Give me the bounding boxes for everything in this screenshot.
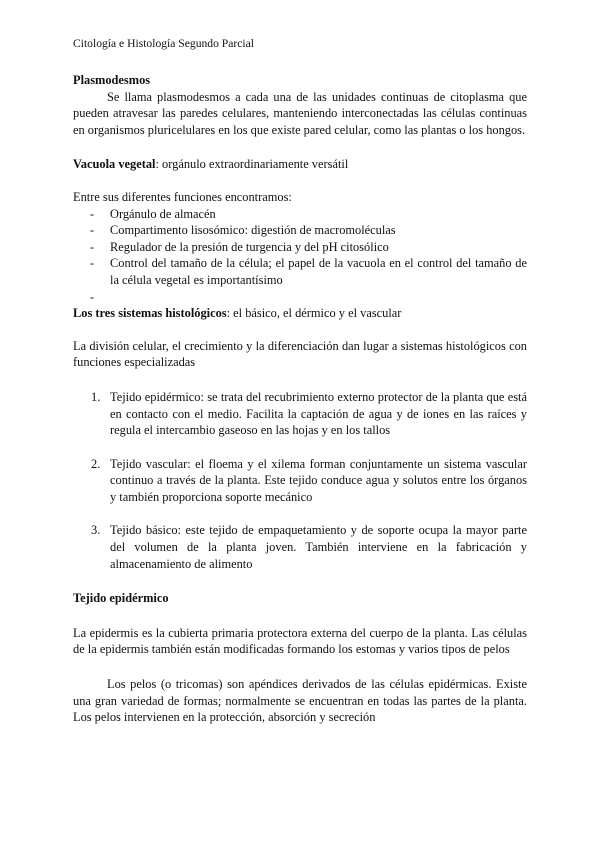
page-header: Citología e Histología Segundo Parcial (73, 37, 254, 50)
document-body (73, 72, 527, 726)
list-item: - Orgánulo de almacén (90, 206, 527, 223)
list-item: - Compartimento lisosómico: digestión de macromoléculas (90, 222, 527, 239)
list-item: - Control del tamaño de la célula; el papel de la vacuola en el control del tamaño de la célula vegetal es importantísimo (90, 255, 527, 288)
section-heading-tejido-epidermico: Tejido epidérmico (73, 591, 169, 606)
paragraph-pelos: Los pelos (o tricomas) son apéndices derivados de las células epidérmicas. Existe una gran variedad de formas; normalmente se encuentran en todas las partes de la planta. Los pelos intervienen en la protección, absorción y secreción (73, 677, 527, 725)
paragraph-plasmodesmos: Se llama plasmodesmos a cada una de las unidades continuas de citoplasma que pueden atravesar las paredes celulares, manteniendo interconectadas las células continuas en organismos pluricelulares en los que existe pared celular, como las plantas o los hongos. (73, 89, 527, 137)
list-item: - Regulador de la presión de turgencia y del pH citosólico (90, 239, 527, 256)
section-heading-sistemas: Los tres sistemas histológicos: el básico, el dérmico y el vascular (73, 306, 402, 321)
vacuola-function-list (73, 206, 527, 306)
sistemas-intro: La división celular, el crecimiento y la diferenciación dan lugar a sistemas histológicos con funciones especializadas (73, 338, 527, 370)
vacuola-intro: Entre sus diferentes funciones encontramos: (73, 189, 292, 204)
list-item: 1. Tejido epidérmico: se trata del recubrimiento externo protector de la planta que está en contacto con el medio. Facilita la captación de agua y de iones en las raíces y regula el intercambio gaseoso en las hojas y en los tallos (91, 389, 527, 438)
section-heading-vacuola: Vacuola vegetal: orgánulo extraordinariamente versátil (73, 157, 349, 172)
list-item: 3. Tejido básico: este tejido de empaquetamiento y de soporte ocupa la mayor parte del volumen de la planta joven. También interviene en la fabricación y almacenamiento de alimento (91, 523, 527, 571)
sistemas-list (73, 389, 527, 572)
section-heading-plasmodesmos: Plasmodesmos (73, 73, 151, 87)
list-item (90, 289, 527, 306)
list-item: 2. Tejido vascular: el floema y el xilema forman conjuntamente un sistema vascular continuo a través de la planta. Este tejido conduce agua y solutos entre los órganos y también proporciona soporte mecánico (91, 456, 527, 504)
paragraph-epidermis: La epidermis es la cubierta primaria protectora externa del cuerpo de la planta. Las células de la epidermis también están modificadas formando los estomas y varios tipos de pelos (73, 625, 527, 657)
